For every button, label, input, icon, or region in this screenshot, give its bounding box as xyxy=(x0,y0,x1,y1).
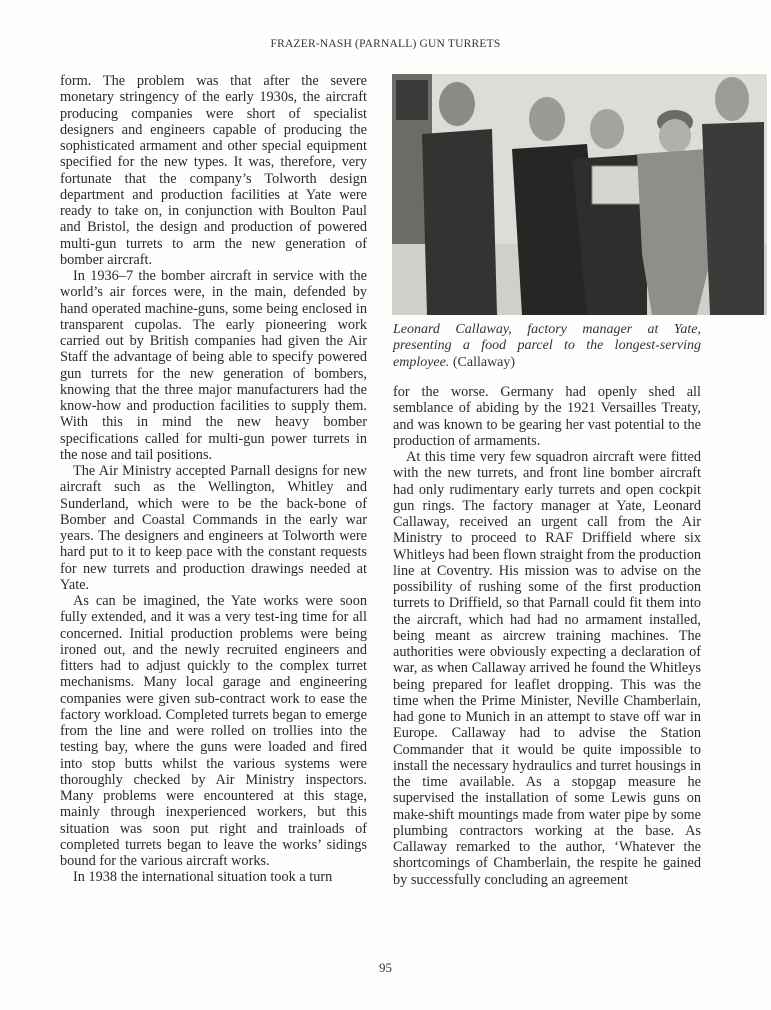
paragraph: At this time very few squadron aircraft were fitted with the new turrets, and front line bomber aircraft had only rudimentary early turrets and open cockpit gun rings. The factory manager at Yate, Leonard Callaway, received an urgent call from the Air Ministry to proceed to RAF Driffield where six Whitleys had been flown straight from the production line at Coventry. His mission was to advise on the possibility of rushing some of the first production turrets to Driffield, so that Parnall could fit them into the aircraft, which had had no armament installed, being meant as aircrew training machines. The authorities were obviously expecting a declaration of war, as when Callaway arrived he found the Whitleys being prepared for leaflet dropping. This was the time when the Prime Minister, Neville Chamberlain, had gone to Munich in an attempt to stave off war in Europe. Callaway had to advise the Station Commander that it would be quite impossible to install the necessary hydraulics and turret housings in the time available. As a stopgap measure he supervised the installation of some Lewis guns on make-shift mountings made from water pipe by some plumbing contractors working at the base. As Callaway remarked to the author, ‘Whatever the shortcomings of Chamberlain, the respite he gained by successfully concluding an agreement xyxy=(393,449,701,888)
paragraph: for the worse. Germany had openly shed all semblance of abiding by the 1921 Versailles Treaty, and was known to be gearing her vast potential to the production of armaments. xyxy=(393,384,701,449)
caption-credit: (Callaway) xyxy=(452,354,516,370)
running-head: FRAZER-NASH (PARNALL) GUN TURRETS xyxy=(270,38,501,50)
figure-photo xyxy=(392,74,767,315)
right-column xyxy=(393,384,701,888)
paragraph: form. The problem was that after the severe monetary stringency of the early 1930s, the aircraft producing companies were short of specialist designers and engineers capable of producing the sophisticated armament and other special equipment specified for the new types. It was, therefore, very fortunate that the company’s Tolworth design department and production facilities at Yate were ready to take on, in conjunction with Boulton Paul and Bristol, the design and production of powered multi-gun turrets to arm the new generation of bomber aircraft. xyxy=(60,73,367,268)
figure-caption xyxy=(393,322,701,371)
page-number: 95 xyxy=(379,960,392,975)
photo-illustration xyxy=(392,74,767,315)
paragraph: The Air Ministry accepted Parnall designs for new aircraft such as the Wellington, Whitley and Sunderland, which were to be the back-bone of Bomber and Coastal Commands in the early war years. The designers and engineers at Tolworth were hard put to it to keep pace with the constant requests for new turrets and production drawings needed at Yate. xyxy=(60,463,367,593)
paragraph: In 1938 the international situation took a turn xyxy=(73,869,333,886)
paragraph: As can be imagined, the Yate works were soon fully extended, and it was a very test-ing time for all concerned. Initial production problems were being ironed out, and the newly recruited engineers and fitters had to adjust quickly to the complex turret mechanisms. Many local garage and engineering companies were given sub-contract work to ease the factory workload. Completed turrets began to emerge from the line and were rolled on trollies into the testing bay, where the guns were loaded and fired into stop butts whilst the various systems were thoroughly checked by Air Ministry inspectors. Many problems were encountered at this stage, mainly through inexperienced workers, but this situation was soon put right and trainloads of completed turrets began to leave the works’ sidings bound for the various aircraft works. xyxy=(60,593,367,869)
left-column xyxy=(60,73,367,886)
paragraph: In 1936–7 the bomber aircraft in service with the world’s air forces were, in the main, defended by hand operated machine-guns, some being enclosed in transparent cupolas. The early pioneering work carried out by British companies had given the Air Staff the advantage of being able to specify powered gun turrets for the new generation of bombers, knowing that the three major manufacturers had the know-how and production facilities to supply them. With this in mind the new heavy bomber specifications called for multi-gun power turrets in the nose and tail positions. xyxy=(60,268,367,463)
caption-text: Leonard Callaway, factory manager at Yate, presenting a food parcel to the longest-serving employee. xyxy=(393,322,701,370)
